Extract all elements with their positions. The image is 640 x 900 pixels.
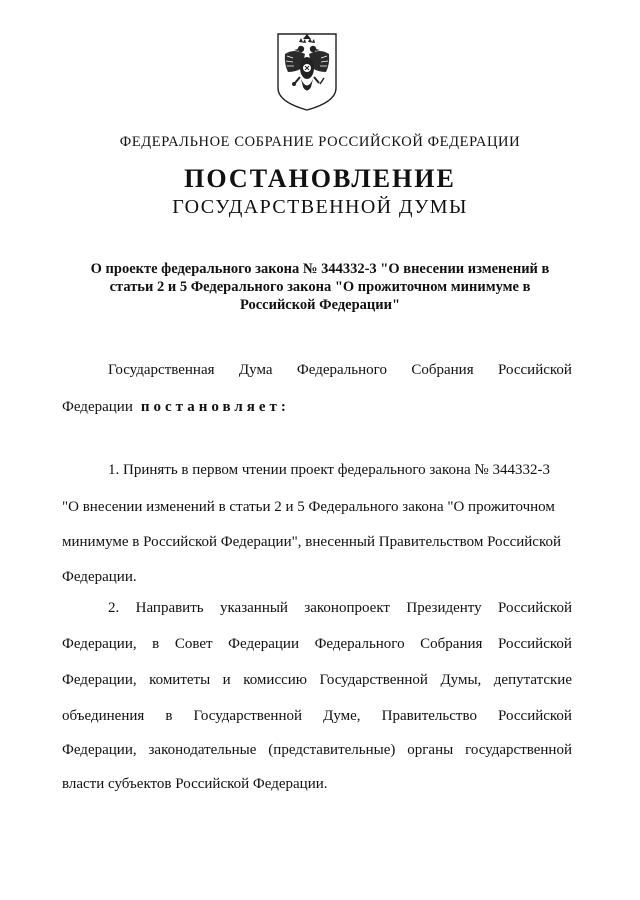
item-2-word: Федерации, — [62, 636, 137, 652]
item-2-word: Российской — [498, 708, 572, 724]
item-2-word: Федерального — [314, 636, 405, 652]
subject-line: статьи 2 и 5 Федерального закона "О прожиточном минимуме в — [109, 279, 531, 295]
item-2-word: Государственной — [193, 708, 303, 724]
document-issuer-title: ГОСУДАРСТВЕННОЙ ДУМЫ — [172, 196, 468, 218]
assembly-title: ФЕДЕРАЛЬНОЕ СОБРАНИЕ РОССИЙСКОЙ ФЕДЕРАЦИИ — [119, 134, 521, 150]
decree-word: постановляет: — [140, 399, 290, 415]
item-2-word: законодательные — [148, 742, 257, 758]
item-2-word: Совет — [174, 636, 213, 652]
item-2-word: Президенту — [406, 600, 482, 616]
preamble-text: Федерации — [62, 399, 133, 415]
item-2-word: государственной — [465, 742, 572, 758]
item-2-word: в — [152, 636, 160, 652]
document-subject — [70, 260, 570, 314]
item-2-word: Федерации, — [62, 672, 137, 688]
item-2-word: Думы, — [440, 672, 482, 688]
item-2-word: в — [165, 708, 173, 724]
item-1-line: 1. Принять в первом чтении проект федерального закона № 344332-3 — [108, 462, 550, 478]
item-1-line: "О внесении изменений в статьи 2 и 5 Федерального закона "О прожиточном — [62, 499, 555, 515]
item-2-word: органы — [407, 742, 454, 758]
item-2-word: законопроект — [304, 600, 390, 616]
document-type-title: ПОСТАНОВЛЕНИЕ — [184, 164, 456, 193]
russian-double-headed-eagle-icon — [276, 32, 338, 112]
item-2-word: и — [222, 672, 231, 688]
item-2-word: депутатские — [493, 672, 572, 688]
item-1-line: минимуме в Российской Федерации", внесенный Правительством Российской — [62, 534, 561, 550]
item-2-word: (представительные) — [268, 742, 396, 758]
preamble-line — [62, 362, 572, 379]
item-2-word: указанный — [219, 600, 288, 616]
preamble-word: Собрания — [411, 362, 474, 378]
item-2-line — [62, 600, 572, 617]
subject-line: Российской Федерации" — [239, 297, 401, 313]
item-2-word: Государственной — [319, 672, 428, 688]
item-2-line — [62, 708, 572, 725]
preamble-word: Федерального — [296, 362, 387, 378]
item-2-word: комитеты — [149, 672, 211, 688]
item-2-word: 2. — [108, 600, 120, 616]
preamble-word: Дума — [238, 362, 273, 378]
preamble-line — [62, 399, 572, 416]
item-2-word: Направить — [135, 600, 204, 616]
item-2-word: Собрания — [420, 636, 483, 652]
item-2-line — [62, 672, 572, 689]
item-2-line — [62, 636, 572, 653]
item-2-word: Правительство — [381, 708, 477, 724]
item-2-word: Федерации — [228, 636, 299, 652]
item-2-word: Думе, — [323, 708, 361, 724]
preamble-word: Российской — [498, 362, 572, 378]
item-2-line: власти субъектов Российской Федерации. — [62, 776, 328, 792]
item-1-line: Федерации. — [62, 569, 137, 585]
item-2-word: объединения — [62, 708, 145, 724]
item-2-word: Федерации, — [62, 742, 137, 758]
preamble-word: Государственная — [108, 362, 215, 378]
subject-line: О проекте федерального закона № 344332-3 "О внесении изменений в — [90, 261, 550, 277]
item-2-line — [62, 742, 572, 759]
item-2-word: Российской — [498, 636, 572, 652]
item-2-word: Российской — [498, 600, 572, 616]
item-2-word: комиссию — [243, 672, 307, 688]
